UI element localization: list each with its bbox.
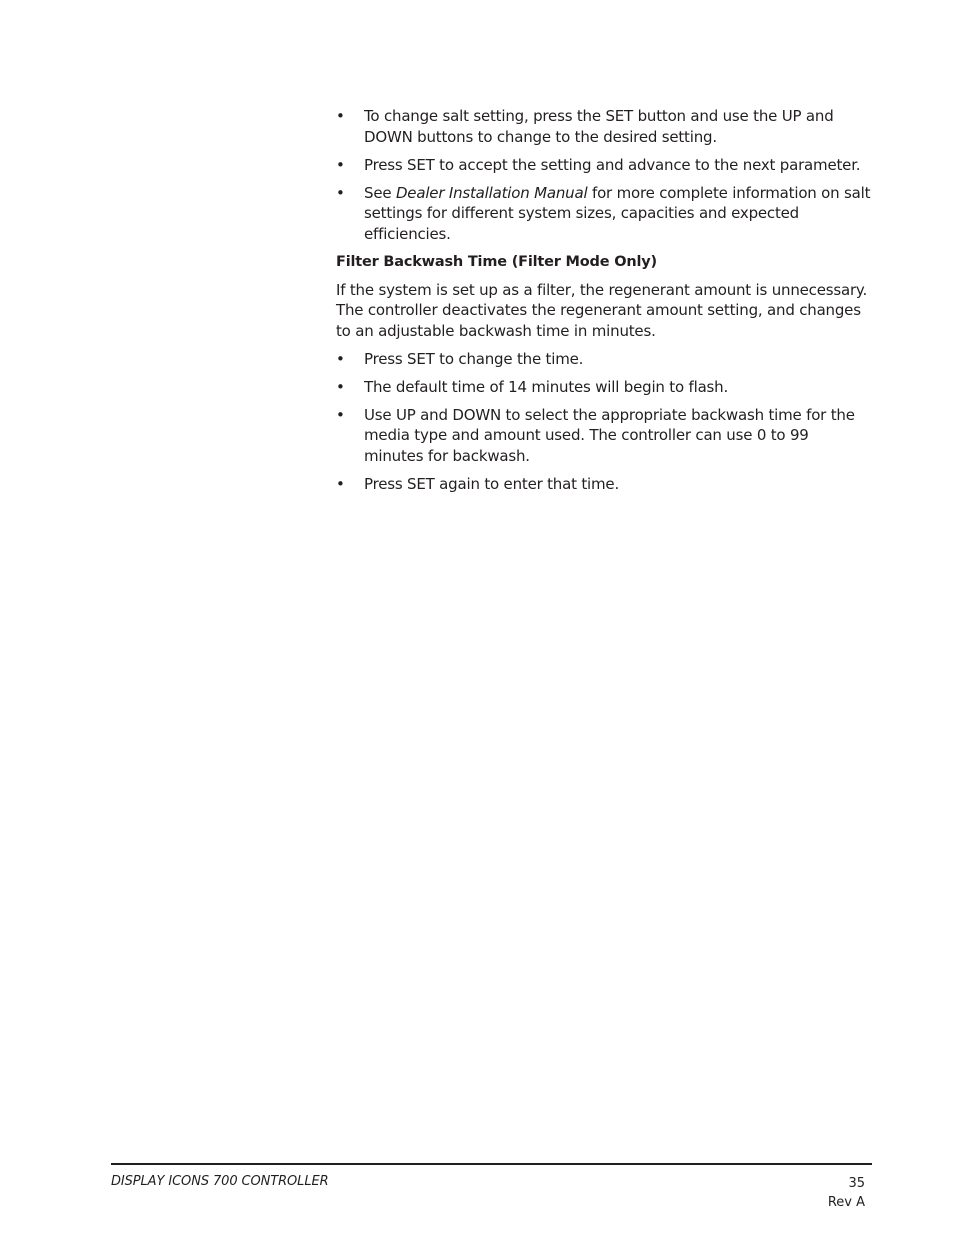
section-paragraph: If the system is set up as a filter, the regenerant amount is unnecessary. The controller deactivates the regenerant amount setting, and changes to an adjustable backwash time in minutes. <box>336 280 868 340</box>
bullet-icon: • <box>336 183 345 202</box>
bullet-icon: • <box>336 107 345 125</box>
list-item-text: Press SET to accept the setting and advance to the next parameter. <box>364 155 861 174</box>
list-item-text: The default time of 14 minutes will begin to flash. <box>364 377 729 396</box>
list-item <box>336 377 872 398</box>
manual-title-reference: Dealer Installation Manual <box>395 183 588 202</box>
list-item <box>336 349 872 370</box>
bullet-icon: • <box>336 349 345 368</box>
salt-setting-list <box>336 106 872 244</box>
list-item <box>336 155 872 176</box>
bullet-icon: • <box>336 474 345 493</box>
list-item-text-prefix: See <box>364 183 396 202</box>
footer-document-title: DISPLAY ICONS 700 CONTROLLER <box>111 1174 329 1189</box>
footer-page-info <box>828 1174 865 1212</box>
page-content <box>336 106 872 502</box>
list-item <box>336 405 872 467</box>
footer-divider <box>111 1163 872 1165</box>
list-item <box>336 106 872 147</box>
list-item-text: Press SET again to enter that time. <box>364 474 620 493</box>
backwash-steps-list <box>336 349 872 495</box>
list-item-text: Use UP and DOWN to select the appropriate backwash time for the media type and amount used. The controller can use 0 to 99 minutes for backwash. <box>364 405 855 465</box>
list-item-text-suffix: for more complete information on salt settings for different system sizes, capacities and expected efficiencies. <box>364 183 871 243</box>
list-item <box>336 183 872 245</box>
bullet-icon: • <box>336 155 345 174</box>
page-number: 35 <box>848 1176 865 1191</box>
bullet-icon: • <box>336 377 345 396</box>
bullet-icon: • <box>336 405 345 424</box>
list-item-text: Press SET to change the time. <box>364 349 584 368</box>
list-item-text: To change salt setting, press the SET button and use the UP and DOWN buttons to change to the desired setting. <box>364 107 834 146</box>
section-heading: Filter Backwash Time (Filter Mode Only) <box>336 253 657 270</box>
revision-label: Rev A <box>827 1195 865 1210</box>
list-item <box>336 474 872 495</box>
